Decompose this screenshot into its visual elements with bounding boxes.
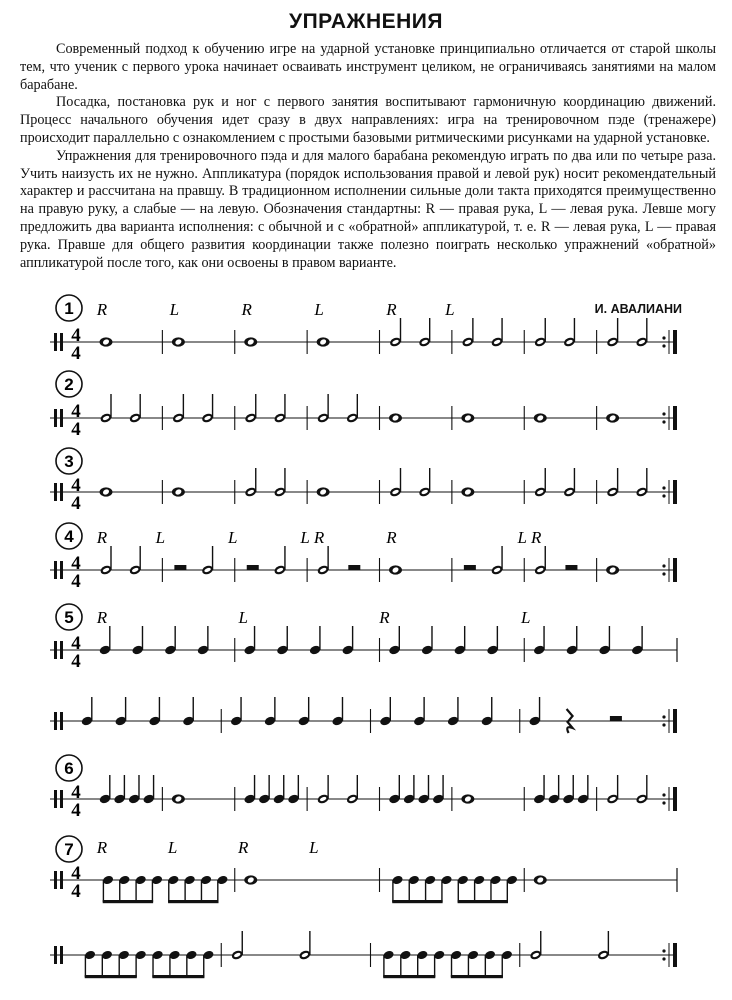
time-signature-bottom: 4 xyxy=(71,881,81,902)
exercise-7 xyxy=(50,836,677,978)
staff-system xyxy=(50,608,677,672)
time-signature-top: 4 xyxy=(71,782,81,803)
percussion-clef-icon xyxy=(60,712,63,730)
time-signature-top: 4 xyxy=(71,401,81,422)
percussion-clef-icon xyxy=(60,409,63,427)
sticking-label: L xyxy=(445,300,455,319)
staff-system xyxy=(50,838,677,903)
sticking-label: L xyxy=(228,528,238,547)
beam xyxy=(392,900,442,903)
staff-system xyxy=(50,697,677,733)
paragraph: Посадка, постановка рук и ног с первого занятия воспитывают гармоничную координацию движений. Процесс начального обучения идет сразу в двух направлениях: игра на тренировочном пэде (тренажере) происходит параллельно с ознакомлением с простыми базовыми ритмическими рисунками на ударной установке. xyxy=(20,94,716,146)
percussion-clef-icon xyxy=(54,409,57,427)
sticking-label: R xyxy=(386,528,397,547)
exercise-number: 3 xyxy=(64,452,74,471)
percussion-clef-icon xyxy=(54,946,57,964)
beam xyxy=(168,900,218,903)
repeat-dot xyxy=(662,801,665,804)
sticking-label: L xyxy=(167,838,178,857)
final-barline xyxy=(673,480,677,504)
time-signature-top: 4 xyxy=(71,633,81,654)
beam xyxy=(85,975,137,978)
percussion-clef-icon xyxy=(54,561,57,579)
beam xyxy=(451,975,503,978)
sticking-label: R xyxy=(531,528,542,547)
final-barline xyxy=(673,330,677,354)
percussion-clef-icon xyxy=(54,871,57,889)
beam xyxy=(458,900,508,903)
repeat-dot xyxy=(662,949,665,952)
sticking-label: R xyxy=(238,838,249,857)
sticking-label: R xyxy=(96,528,108,547)
half-rest xyxy=(464,565,476,570)
paragraph: Современный подход к обучению игре на ударной установке принципиально отличается от старой школы тем, что ученик с первого урока начинает осваивать инструмент целиком, не ограничиваясь занятиями на малом барабане. xyxy=(20,41,716,93)
staff-system xyxy=(50,300,677,364)
percussion-clef-icon xyxy=(60,333,63,351)
percussion-clef-icon xyxy=(54,483,57,501)
time-signature-top: 4 xyxy=(71,475,81,496)
sticking-label: L xyxy=(300,528,310,547)
sticking-label: R xyxy=(241,300,252,319)
sticking-label: L xyxy=(309,838,319,857)
half-rest xyxy=(565,565,577,570)
sticking-label: R xyxy=(313,528,325,547)
time-signature-bottom: 4 xyxy=(71,419,81,440)
final-barline xyxy=(673,558,677,582)
exercise-1 xyxy=(50,295,677,364)
sticking-label: R xyxy=(96,608,108,627)
percussion-clef-icon xyxy=(60,483,63,501)
repeat-dot xyxy=(662,715,665,718)
sticking-label: L xyxy=(155,528,166,547)
sticking-label: R xyxy=(386,300,397,319)
percussion-clef-icon xyxy=(60,790,63,808)
sticking-label: L xyxy=(517,528,527,547)
exercise-3 xyxy=(50,448,677,514)
exercise-number: 6 xyxy=(64,759,74,778)
time-signature-bottom: 4 xyxy=(71,651,81,672)
exercise-number: 7 xyxy=(64,840,74,859)
percussion-clef-icon xyxy=(60,871,63,889)
exercise-number: 4 xyxy=(64,527,74,546)
time-signature-bottom: 4 xyxy=(71,493,81,514)
staff-system xyxy=(50,775,677,821)
page-title: УПРАЖНЕНИЯ xyxy=(289,10,443,33)
beam xyxy=(383,975,435,978)
repeat-dot xyxy=(662,486,665,489)
percussion-clef-icon xyxy=(60,561,63,579)
percussion-clef-icon xyxy=(60,641,63,659)
final-barline xyxy=(673,406,677,430)
half-rest xyxy=(247,565,259,570)
composer-credit: И. АВАЛИАНИ xyxy=(594,302,682,316)
sticking-label: L xyxy=(238,608,248,627)
repeat-dot xyxy=(662,564,665,567)
repeat-dot xyxy=(662,572,665,575)
repeat-dot xyxy=(662,412,665,415)
repeat-dot xyxy=(662,420,665,423)
repeat-dot xyxy=(662,494,665,497)
sticking-label: R xyxy=(96,300,108,319)
exercise-6 xyxy=(50,755,677,821)
sticking-label: L xyxy=(169,300,180,319)
half-rest xyxy=(348,565,360,570)
exercise-4 xyxy=(50,523,677,592)
half-rest xyxy=(610,716,622,721)
sticking-label: L xyxy=(314,300,324,319)
time-signature-bottom: 4 xyxy=(71,800,81,821)
percussion-clef-icon xyxy=(54,712,57,730)
exercise-number: 5 xyxy=(64,608,74,627)
exercise-number: 1 xyxy=(64,299,74,318)
staff-system xyxy=(50,931,677,978)
sticking-label: L xyxy=(521,608,531,627)
beam xyxy=(152,975,204,978)
exercise-2 xyxy=(50,371,677,440)
half-rest xyxy=(174,565,186,570)
final-barline xyxy=(673,943,677,967)
percussion-clef-icon xyxy=(60,946,63,964)
time-signature-bottom: 4 xyxy=(71,343,81,364)
beam xyxy=(103,900,153,903)
repeat-dot xyxy=(662,336,665,339)
final-barline xyxy=(673,709,677,733)
repeat-dot xyxy=(662,957,665,960)
time-signature-top: 4 xyxy=(71,325,81,346)
time-signature-bottom: 4 xyxy=(71,571,81,592)
staff-system xyxy=(50,394,677,440)
percussion-clef-icon xyxy=(54,641,57,659)
percussion-clef-icon xyxy=(54,790,57,808)
time-signature-top: 4 xyxy=(71,553,81,574)
exercise-5 xyxy=(50,604,677,733)
repeat-dot xyxy=(662,793,665,796)
staff-system xyxy=(50,528,677,592)
time-signature-top: 4 xyxy=(71,863,81,884)
repeat-dot xyxy=(662,723,665,726)
percussion-clef-icon xyxy=(54,333,57,351)
paragraph: Упражнения для тренировочного пэда и для малого барабана рекомендую играть по два или по четыре раза. Учить наизусть их не нужно. Аппликатура (порядок использования правой и левой рук) носит рекомендательный характер и рассчитана на правшу. В традиционном исполнении сильные доли такта приходятся преимущественно на правую руку, а слабые — на левую. Обозначения стандартны: R — правая рука, L — левая рука. Левше могу предложить два варианта исполнения: с обычной и с «обратной» аппликатурой, т. е. R — левая рука, L — правая рука. Правше для общего развития координации также полезно поиграть несколько упражнений «обратной» аппликатурой после того, как они освоены в правом варианте. xyxy=(20,147,716,271)
exercise-number: 2 xyxy=(64,375,74,394)
repeat-dot xyxy=(662,344,665,347)
staff-system xyxy=(50,468,677,514)
sticking-label: R xyxy=(379,608,390,627)
final-barline xyxy=(673,787,677,811)
sticking-label: R xyxy=(96,838,108,857)
